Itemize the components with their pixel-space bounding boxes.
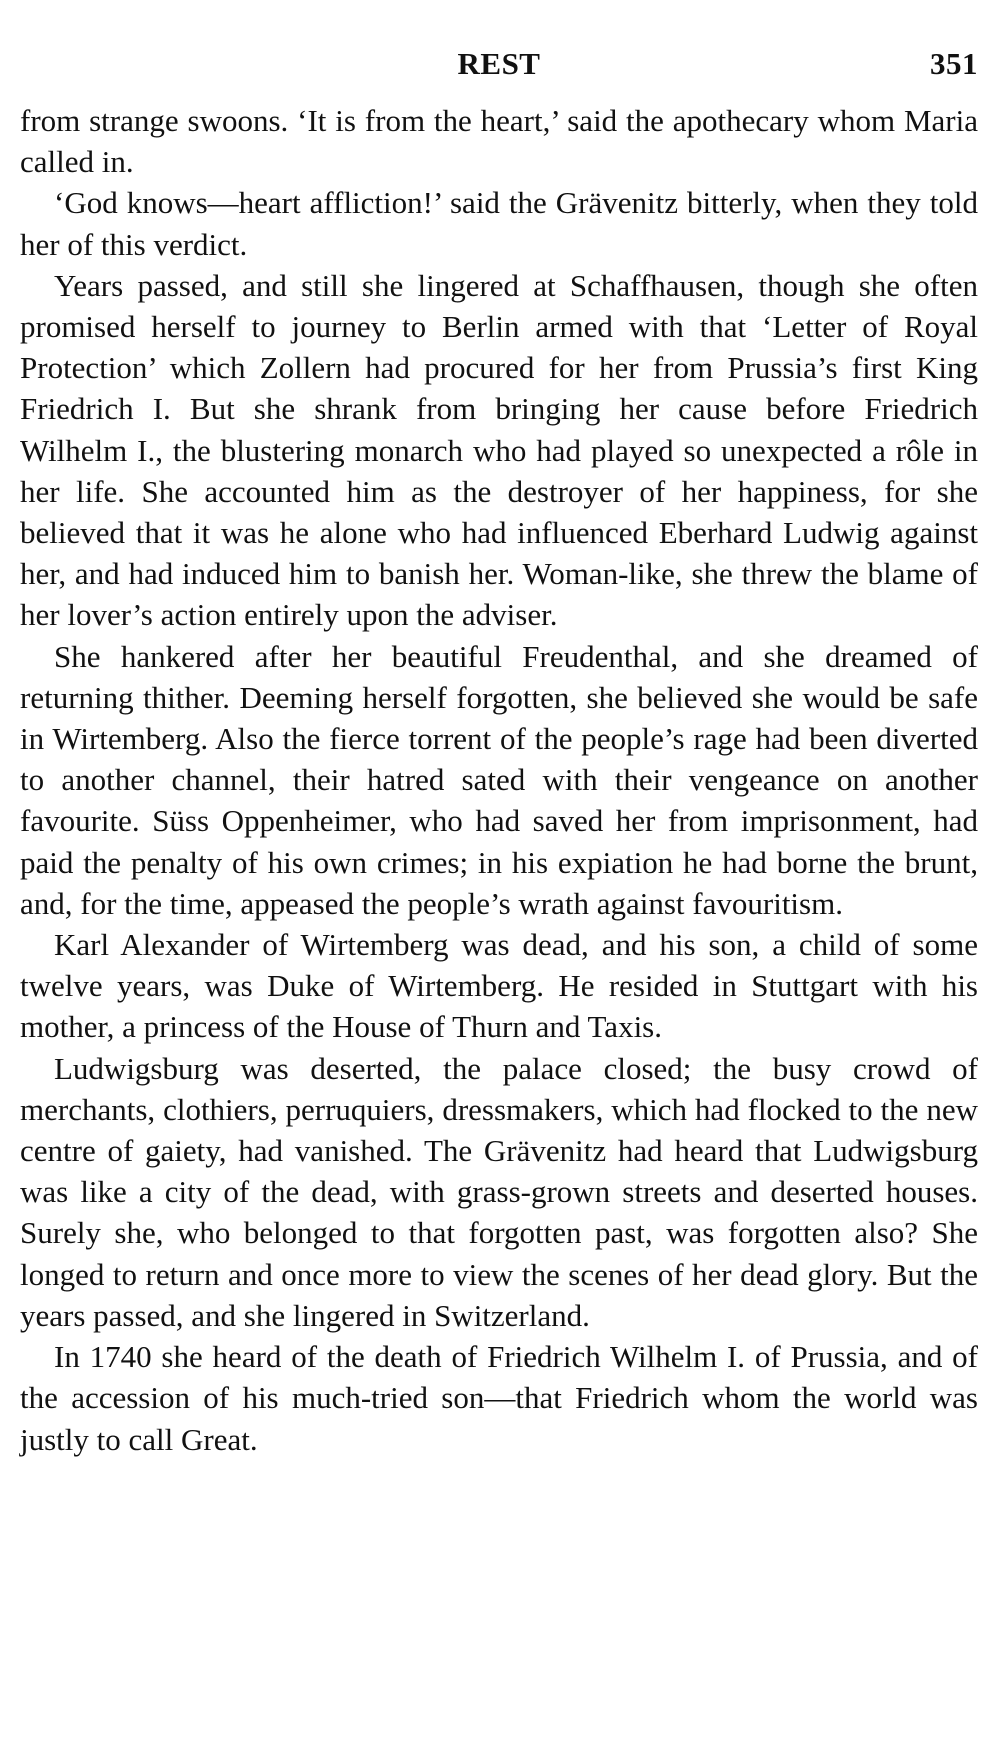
paragraph-karl-alexander: Karl Alexander of Wirtemberg was dead, and his son, a child of some twelve years, was Duke of Wirtemberg. He resided in Stuttgart with his mother, a princess of the House of Thurn and Taxis. <box>20 927 978 1045</box>
paragraph-schaffhausen: Years passed, and still she lingered at Schaffhausen, though she often promised herself to journey to Berlin armed with that ‘Letter of Royal Protection’ which Zollern had procured for her from Prussia’s first King Friedrich I. But she shrank from bringing her cause before Friedrich Wilhelm I., the blustering monarch who had played so unexpected a rôle in her life. She accounted him as the destroyer of her happiness, for she believed that it was he alone who had influenced Eberhard Ludwig against her, and had induced him to banish her. Woman-like, she threw the blame of her lover’s action entirely upon the adviser. <box>20 267 978 633</box>
page-number: 351 <box>930 46 978 81</box>
paragraph-continued: from strange swoons. ‘It is from the heart,’ said the apothecary whom Maria called in. <box>20 103 978 180</box>
running-title: REST <box>457 46 541 81</box>
paragraph-1740: In 1740 she heard of the death of Friedrich Wilhelm I. of Prussia, and of the accession of his much-tried son—that Friedrich whom the world was justly to call Great. <box>20 1339 978 1457</box>
body-text <box>20 100 978 1460</box>
paragraph-freudenthal: She hankered after her beautiful Freudenthal, and she dreamed of returning thither. Deeming herself forgotten, she believed she would be safe in Wirtemberg. Also the fierce torrent of the people’s rage had been diverted to another channel, their hatred sated with their vengeance on another favourite. Süss Oppenheimer, who had saved her from imprisonment, had paid the penalty of his own crimes; in his expiation he had borne the brunt, and, for the time, appeased the people’s wrath against favouritism. <box>20 638 978 921</box>
paragraph-ludwigsburg: Ludwigsburg was deserted, the palace closed; the busy crowd of merchants, clothiers, perruquiers, dressmakers, which had flocked to the new centre of gaiety, had vanished. The Grävenitz had heard that Ludwigsburg was like a city of the dead, with grass-grown streets and deserted houses. Surely she, who belonged to that forgotten past, was forgotten also? She longed to return and once more to view the scenes of her dead glory. But the years passed, and she lingered in Switzerland. <box>20 1050 978 1333</box>
paragraph-verdict: ‘God knows—heart affliction!’ said the Grävenitz bitterly, when they told her of this verdict. <box>20 185 978 262</box>
document-page <box>20 40 978 1460</box>
running-header <box>20 40 978 88</box>
